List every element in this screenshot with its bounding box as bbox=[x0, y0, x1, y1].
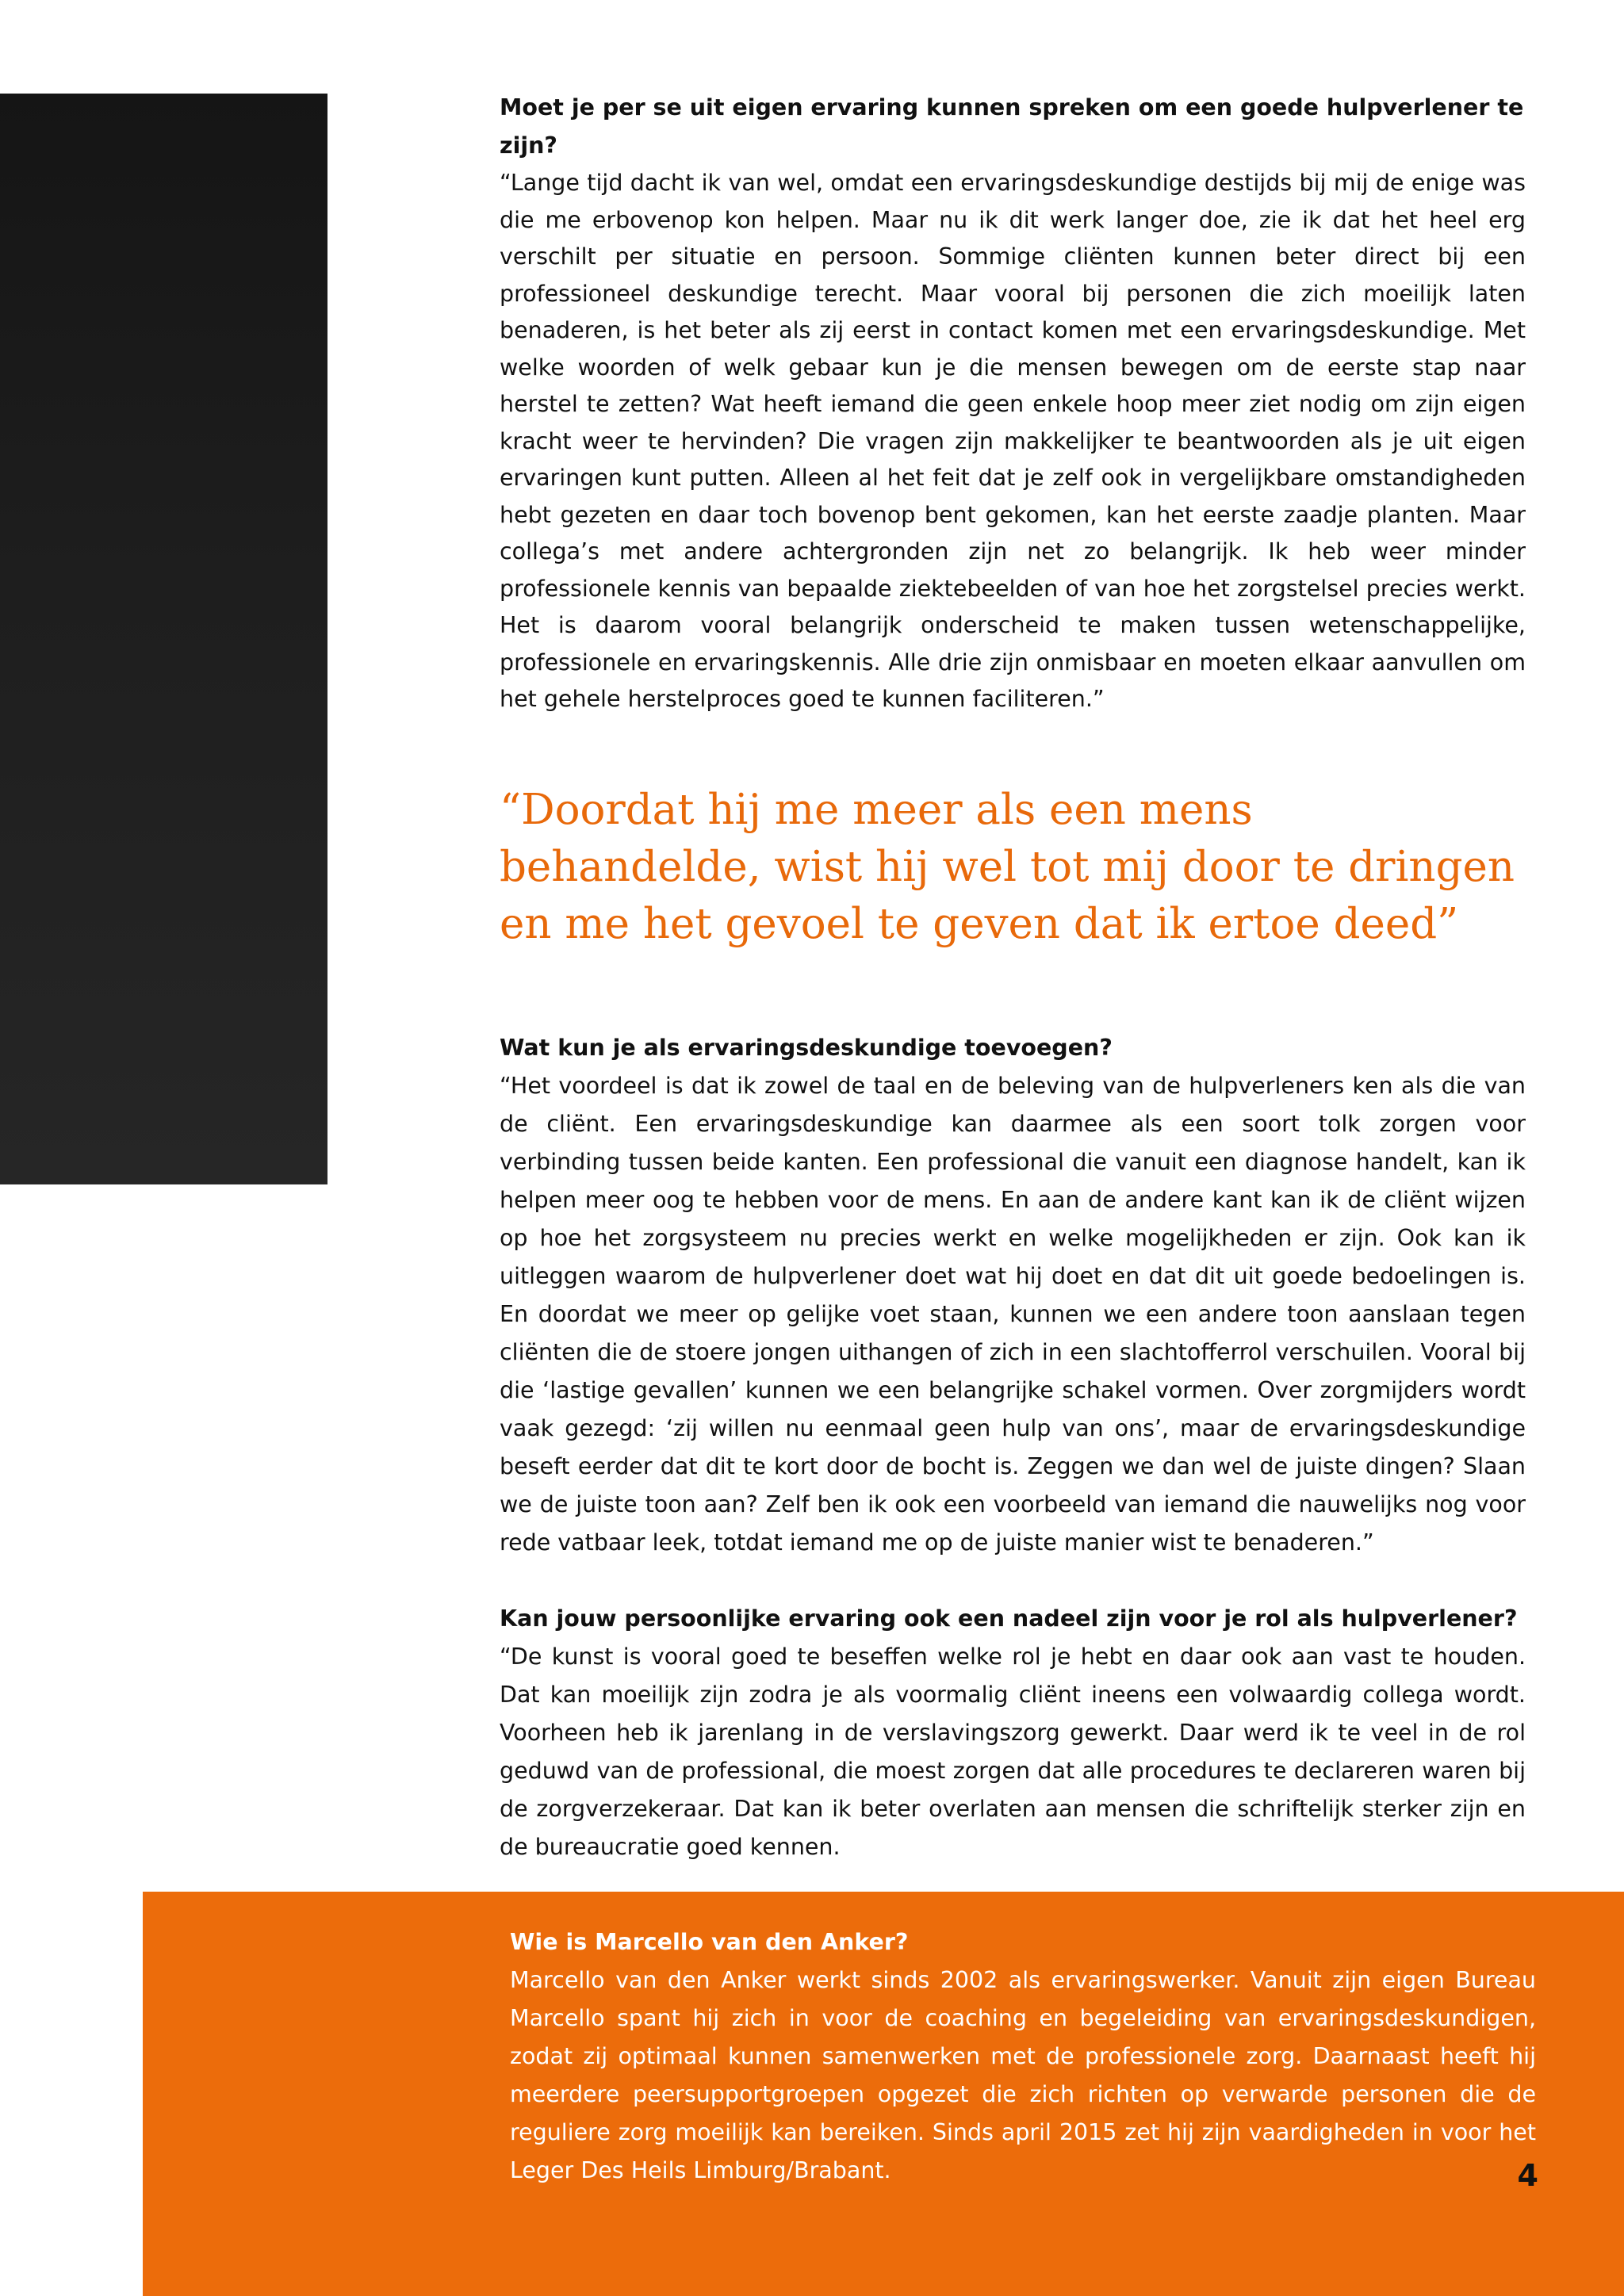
answer-paragraph: “De kunst is vooral goed te beseffen welke rol je hebt en daar ook aan vast te houden. Dat kan moeilijk zijn zodra je als voormalig cliënt ineens een volwaardig collega wordt. Voorheen heb ik jarenlang in de verslavingszorg gewerkt. Daar werd ik te veel in de rol geduwd van de professional, die moest zorgen dat alle procedures te declareren waren bij de zorgverzekeraar. Dat kan ik beter overlaten aan mensen die schriftelijk sterker zijn en de bureaucratie goed kennen. bbox=[500, 1643, 1526, 1860]
answer-paragraph: “Het voordeel is dat ik zowel de taal en de beleving van de hulpverleners ken als die van de cliënt. Een ervaringsdeskundige kan daarmee als een soort tolk zorgen voor verbinding tussen beide kanten. Een professional die vanuit een diagnose handelt, kan ik helpen meer oog te hebben voor de mens. En aan de andere kant kan ik de cliënt wijzen op hoe het zorgsysteem nu precies werkt en welke mogelijkheden er zijn. Ook kan ik uitleggen waarom de hulpverlener doet wat hij doet en dat dit uit goede bedoelingen is. En doordat we meer op gelijke voet staan, kunnen we een andere toon aanslaan tegen cliënten die de stoere jongen uithangen of zich in een slachtofferrol verschuilen. Vooral bij die ‘lastige gevallen’ kunnen we een belangrijke schakel vormen. Over zorgmijders wordt vaak gezegd: ‘zij willen nu eenmaal geen hulp van ons’, maar de ervaringsdeskundige beseft eerder dat dit te kort door de bocht is. Zeggen we dan wel de juiste dingen? Slaan we de juiste toon aan? Zelf ben ik ook een voorbeeld van iemand die nauwelijks nog voor rede vatbaar leek, totdat iemand me op de juiste manier wist te benaderen.” bbox=[500, 1072, 1526, 1556]
bio-text: Marcello van den Anker werkt sinds 2002 als ervaringswerker. Vanuit zijn eigen Bureau Marcello spant hij zich in voor de coaching en begeleiding van ervaringsdeskundigen, zodat zij optimaal kunnen samenwerken met de professionele zorg. Daarnaast heeft hij meerdere peersupportgroepen opgezet die zich richten op verwarde personen die de reguliere zorg moeilijk kan bereiken. Sinds april 2015 zet hij zijn vaardigheden in voor het Leger Des Heils Limburg/Brabant. bbox=[510, 1967, 1536, 2183]
bio-heading: Wie is Marcello van den Anker? bbox=[510, 1929, 909, 1955]
question-heading: Kan jouw persoonlijke ervaring ook een nadeel zijn voor je rol als hulpverlener? bbox=[500, 1605, 1518, 1632]
bio-section bbox=[510, 1923, 1536, 2190]
page-number: 4 bbox=[1517, 2158, 1538, 2193]
article-body bbox=[500, 89, 1526, 1866]
pull-quote: “Doordat hij me meer als een mens behandelde, wist hij wel tot mij door te dringen en me het gevoel te geven dat ik ertoe deed” bbox=[500, 785, 1515, 948]
question-heading: Moet je per se uit eigen ervaring kunnen spreken om een goede hulpverlener te zijn? bbox=[500, 94, 1524, 159]
side-photo bbox=[0, 94, 327, 1184]
question-heading: Wat kun je als ervaringsdeskundige toevoegen? bbox=[500, 1034, 1113, 1061]
answer-paragraph: “Lange tijd dacht ik van wel, omdat een ervaringsdeskundige destijds bij mij de enige was die me erbovenop kon helpen. Maar nu ik dit werk langer doe, zie ik dat het heel erg verschilt per situatie en persoon. Sommige cliënten kunnen beter direct bij een professioneel deskundige terecht. Maar vooral bij personen die zich moeilijk laten benaderen, is het beter als zij eerst in contact komen met een ervaringsdeskundige. Met welke woorden of welk gebaar kun je die mensen bewegen om de eerste stap naar herstel te zetten? Wat heeft iemand die geen enkele hoop meer ziet nodig om zijn eigen kracht weer te hervinden? Die vragen zijn makkelijker te beantwoorden als je uit eigen ervaringen kunt putten. Alleen al het feit dat je zelf ook in vergelijkbare omstandigheden hebt gezeten en daar toch bovenop bent gekomen, kan het eerste zaadje planten. Maar collega’s met andere achtergronden zijn net zo belangrijk. Ik heb weer minder professionele kennis van bepaalde ziektebeelden of van hoe het zorgstelsel precies werkt. Het is daarom vooral belangrijk onderscheid te maken tussen wetenschappelijke, professionele en ervaringskennis. Alle drie zijn onmisbaar en moeten elkaar aanvullen om het gehele herstelproces goed te kunnen faciliteren.” bbox=[500, 170, 1526, 712]
